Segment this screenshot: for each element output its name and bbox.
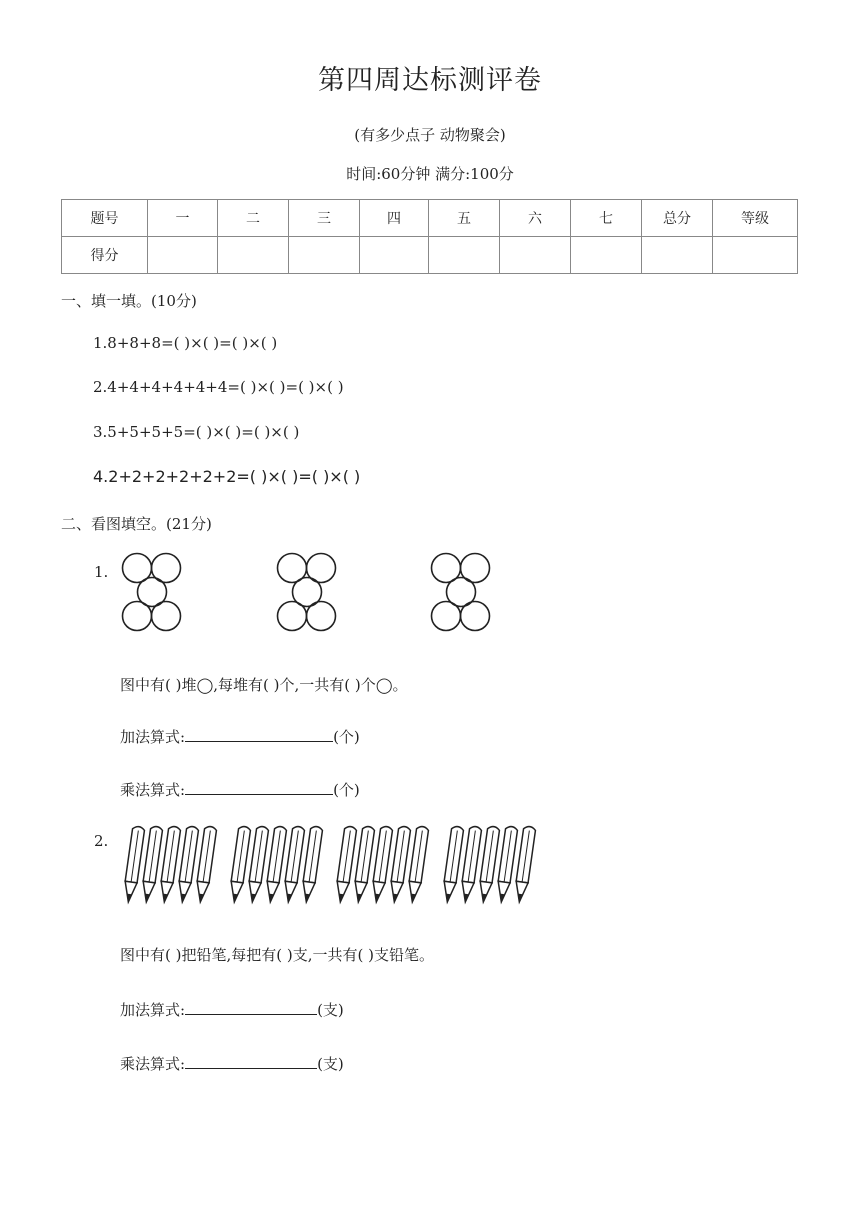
question-1-1: 1.8+8+8=( )×( )=( )×( ): [93, 334, 278, 352]
header-cell: 六: [500, 200, 571, 237]
pencil-group: [441, 826, 535, 903]
pencil-icon: [228, 826, 250, 903]
section-1-heading: 一、填一填。(10分): [61, 292, 197, 310]
header-cell: 二: [218, 200, 289, 237]
header-cell: 七: [571, 200, 642, 237]
time-info: 时间:60分钟 满分:100分: [346, 165, 514, 183]
mul-unit: (个): [333, 781, 360, 799]
pencil-icon: [441, 826, 463, 903]
mul-label: 乘法算式:: [120, 1055, 186, 1073]
question-1-4: 4.2+2+2+2+2+2=( )×( )=( )×( ): [93, 467, 361, 486]
add-unit: (个): [333, 728, 360, 746]
question-1-3: 3.5+5+5+5=( )×( )=( )×( ): [93, 423, 300, 441]
page-title: 第四周达标测评卷: [318, 65, 542, 96]
pencil-group: [228, 826, 322, 903]
pencil-group: [122, 826, 216, 903]
header-cell: 四: [360, 200, 429, 237]
header-cell: 三: [289, 200, 360, 237]
q2-1-fill-text: 图中有( )堆◯,每堆有( )个,一共有( )个◯。: [120, 676, 408, 694]
add-unit: (支): [317, 1001, 344, 1019]
pencil-icon: [122, 826, 144, 903]
add-answer-blank[interactable]: [185, 1000, 317, 1015]
add-label: 加法算式:: [120, 1001, 186, 1019]
q2-2-add-row: [120, 999, 344, 1020]
header-cell: 题号: [62, 200, 148, 237]
page-subtitle: (有多少点子 动物聚会): [354, 126, 506, 144]
row-label: 得分: [62, 237, 148, 274]
header-cell: 总分: [642, 200, 713, 237]
add-label: 加法算式:: [120, 728, 186, 746]
mul-label: 乘法算式:: [120, 781, 186, 799]
question-2-1-number: 1.: [94, 563, 109, 581]
question-1-2: 2.4+4+4+4+4+4=( )×( )=( )×( ): [93, 378, 344, 396]
header-cell: 五: [429, 200, 500, 237]
q2-2-mul-row: [120, 1053, 344, 1074]
section-2-heading: 二、看图填空。(21分): [61, 515, 212, 533]
q2-2-fill-text: 图中有( )把铅笔,每把有( )支,一共有( )支铅笔。: [120, 946, 434, 964]
pencil-icon: [334, 826, 356, 903]
header-cell: 一: [148, 200, 218, 237]
mul-unit: (支): [317, 1055, 344, 1073]
header-cell: 等级: [713, 200, 798, 237]
mul-answer-blank[interactable]: [185, 1054, 317, 1069]
pencil-group: [334, 826, 428, 903]
question-2-2-number: 2.: [94, 832, 109, 850]
